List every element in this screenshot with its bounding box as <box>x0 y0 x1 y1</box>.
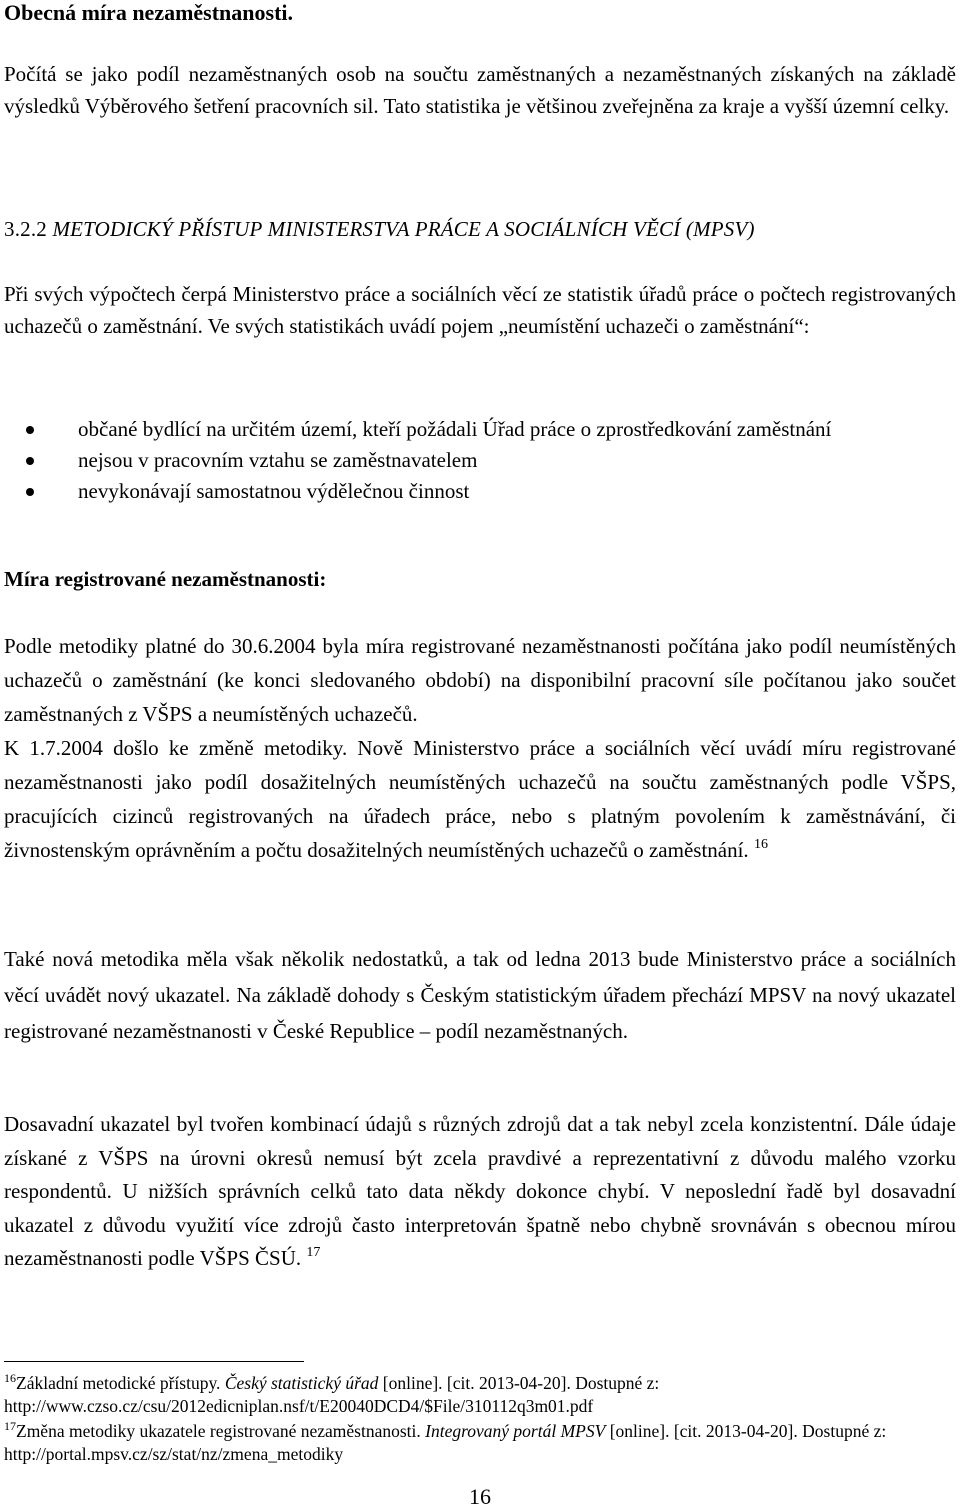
page-number: 16 <box>469 1484 491 1509</box>
footnote-source: Integrovaný portál MPSV <box>425 1421 606 1441</box>
paragraph-change <box>4 731 956 867</box>
list-item: nejsou v pracovním vztahu se zaměstnavatelem <box>4 445 956 476</box>
heading-general-unemployment: Obecná míra nezaměstnanosti. <box>4 0 294 25</box>
paragraph-mpsv: Při svých výpočtech čerpá Ministerstvo práce a sociálních věcí ze statistik úřadů práce o počtech registrovaných uchazečů o zaměstnání. Ve svých statistikách uvádí pojem „neumístění uchazeči o zaměstnání“: <box>4 282 956 338</box>
list-item: nevykonávají samostatnou výdělečnou činnost <box>4 476 956 507</box>
section-heading <box>4 214 956 244</box>
footnote-ref-17: 17 <box>306 1245 321 1260</box>
footnote-details: [online]. [cit. 2013-04-20]. Dostupné z: http://portal.mpsv.cz/sz/stat/nz/zmena_metodiky <box>4 1421 887 1464</box>
paragraph-new-indicator: Také nová metodika měla však několik nedostatků, a tak od ledna 2013 bude Ministerstvo práce a sociálních věcí uvádět nový ukazatel. Na základě dohody s Českým statistickým úřadem přechází MPSV na nový ukazatel registrované nezaměstnanosti v České Republice – podíl nezaměstnaných. <box>4 947 956 1043</box>
paragraph-previous-text: Dosavadní ukazatel byl tvořen kombinací údajů s různých zdrojů dat a tak nebyl zcela konzistentní. Dále údaje získané z VŠPS na úrovni okresů nemusí být zcela pravdivé a reprezentativní z důvodu malého vzorku respondentů. U nižších správních celků tato data někdy dokonce chybí. V neposlední řadě byl dosavadní ukazatel z důvodu využití více zdrojů často interpretován špatně nebo chybně srovnáván s obecnou mírou nezaměstnanosti podle VŠPS ČSÚ. <box>4 1112 956 1270</box>
footnote-separator <box>4 1361 304 1362</box>
paragraph-change-text: K 1.7.2004 došlo ke změně metodiky. Nově Ministerstvo práce a sociálních věcí uvádí míru registrované nezaměstnanosti jako podíl dosažitelných neumístěných uchazečů na součtu zaměstnaných podle VŠPS, pracujících cizinců registrovaných na úřadech práce, nebo s platným povolením k zaměstnávání, či živnostenským oprávněním a počtu dosažitelných neumístěných uchazečů o zaměstnání. <box>4 736 956 862</box>
section-title: METODICKÝ PŘÍSTUP MINISTERSTVA PRÁCE A SOCIÁLNÍCH VĚCÍ (MPSV) <box>52 217 755 241</box>
bullet-list <box>4 414 956 507</box>
paragraph-intro: Počítá se jako podíl nezaměstnaných osob na součtu zaměstnaných a nezaměstnaných získaných na základě výsledků Výběrového šetření pracovních sil. Tato statistika je většinou zveřejněna za kraje a vyšší územní celky. <box>4 62 956 118</box>
paragraph-previous-indicator <box>4 1108 956 1276</box>
footnote-source: Český statistický úřad <box>224 1373 379 1393</box>
footnote-title: Změna metodiky ukazatele registrované nezaměstnanosti. <box>16 1421 426 1441</box>
footnote-details: [online]. [cit. 2013-04-20]. Dostupné z: http://www.czso.cz/csu/2012edicniplan.nsf/t/E20040DCD4/$File/310112q3m01.pdf <box>4 1373 660 1416</box>
paragraph-method: Podle metodiky platné do 30.6.2004 byla míra registrované nezaměstnanosti počítána jako podíl neumístěných uchazečů o zaměstnání (ke konci sledovaného období) na disponibilní pracovní síle počítanou jako součet zaměstnaných z VŠPS a neumístěných uchazečů. <box>4 634 956 726</box>
footnote-mark: 16 <box>4 1371 16 1385</box>
section-number: 3.2.2 <box>4 217 47 241</box>
list-item: občané bydlící na určitém území, kteří požádali Úřad práce o zprostředkování zaměstnání <box>4 414 956 445</box>
subheading-registered-unemployment: Míra registrované nezaměstnanosti: <box>4 567 327 591</box>
footnote-ref-16: 16 <box>753 837 768 852</box>
footnote-title: Základní metodické přístupy. <box>16 1373 225 1393</box>
footnote-17 <box>4 1420 956 1466</box>
footnote-mark: 17 <box>4 1419 16 1433</box>
footnote-16 <box>4 1372 956 1418</box>
